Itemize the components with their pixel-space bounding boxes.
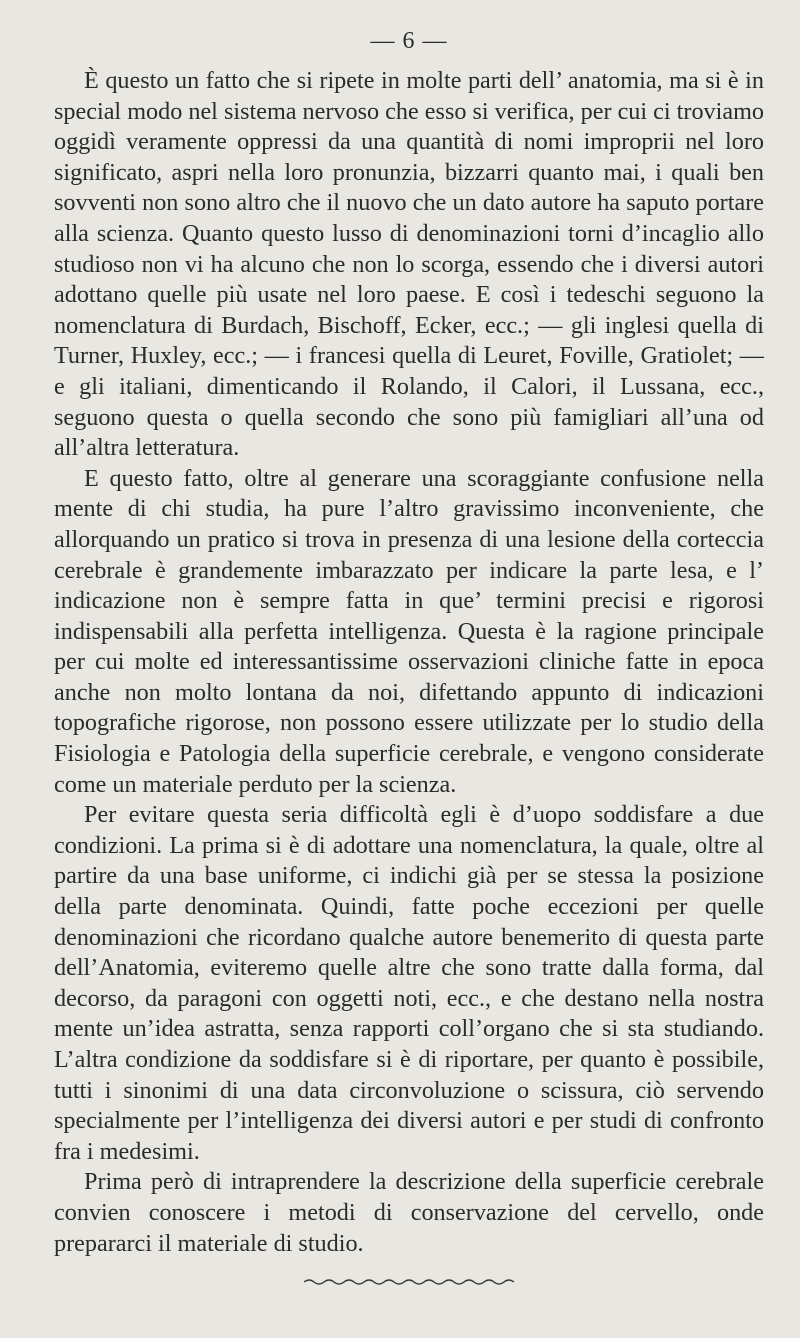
wavy-line-icon xyxy=(304,1277,514,1287)
paragraph-1: È questo un fatto che si ripete in molte parti dell’ anatomia, ma si è in special modo nel sistema nervoso che esso si verifica, per cui ci troviamo oggidì veramente oppressi da una quantità di nomi improprii nel loro significato, aspri nella loro pronunzia, bizzarri quanto mai, i quali ben sovventi non sono altro che il nuovo che un dato autore ha saputo portare alla scienza. Quanto questo lusso di denominazioni torni d’incaglio allo studioso non vi ha alcuno che non lo scorga, essendo che i diversi autori adottano quelle più usate nel loro paese. E così i tedeschi seguono la nomenclatura di Burdach, Bischoff, Ecker, ecc.; — gli inglesi quella di Turner, Huxley, ecc.; — i francesi quella di Leuret, Foville, Gratiolet; — e gli italiani, dimenticando il Rolando, il Calori, il Lussana, ecc., seguono questa o quella secondo che sono più famigliari all’una od all’altra letteratura. xyxy=(54,67,764,462)
page-number: — 6 — xyxy=(370,28,448,54)
paragraph-2: E questo fatto, oltre al generare una scoraggiante confusione nella mente di chi studia, ha pure l’altro gravissimo inconveniente, che allorquando un pratico si trova in presenza di una lesione della corteccia cerebrale è grandemente imbarazzato per indicare la parte lesa, e l’ indicazione non è sempre fatta in que’ termini precisi e rigorosi indispensabili alla perfetta intelligenza. Questa è la ragione principale per cui molte ed interessantissime osservazioni cliniche fatte in epoca anche non molto lontana da noi, difettando appunto di indicazioni topografiche rigorose, non possono essere utilizzate per lo studio della Fisiologia e Patologia della superficie cerebrale, e vengono considerate come un materiale perduto per la scienza. xyxy=(54,464,764,798)
paragraph-3: Per evitare questa seria difficoltà egli è d’uopo soddisfare a due condizioni. La prima si è di adottare una nomenclatura, la quale, oltre al partire da una base uniforme, ci indichi già per se stessa la posizione della parte denominata. Quindi, fatte poche eccezioni per quelle denominazioni che ricordano qualche autore benemerito di questa parte dell’Anatomia, eviteremo quelle altre che sono tratte dalla forma, dal decorso, da paragoni con oggetti noti, ecc., e che destano nella nostra mente un’idea astratta, senza rapporti coll’organo che si sta studiando. L’altra condizione da soddisfare si è di riportare, per quanto è possibile, tutti i sinonimi di una data circonvoluzione o scissura, ciò servendo specialmente per l’intelligenza dei diversi autori e per studi di confronto fra i medesimi. xyxy=(54,801,764,1165)
paragraph-4: Prima però di intraprendere la descrizione della superficie cerebrale convien conoscere i metodi di conservazione del cervello, onde prepararci il materiale di studio. xyxy=(54,1168,764,1257)
wavy-divider-ornament xyxy=(304,1277,514,1287)
